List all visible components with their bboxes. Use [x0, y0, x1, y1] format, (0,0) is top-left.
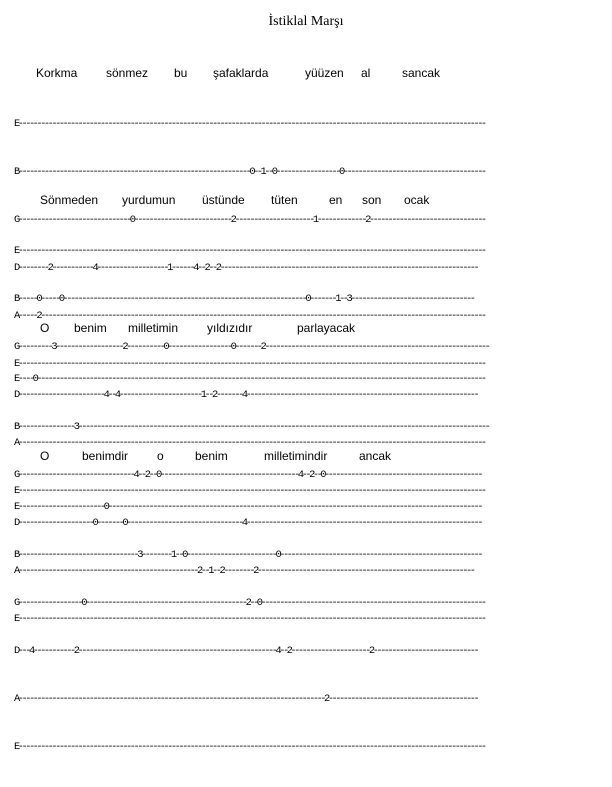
tab-string-line: E-----------------------------------------------------------------------------------------------------------------------------	[14, 245, 485, 257]
lyric-word: al	[361, 66, 371, 80]
tab-string-line: D-----------------------4--4----------------------1--2-------4--------------------------------------------------------------	[14, 389, 478, 401]
lyric-word: sancak	[402, 66, 441, 80]
tab-string-line: E-----------------------0----------------------------------------------------------------------------------------------------	[14, 501, 481, 513]
tab-string-line: A------------------------------------------------2--1--2--------2----------------------------------------------------------	[14, 565, 474, 577]
tab-string-line: B-----0-----0-----------------------------------------------------------------0-------1--3---------------------------------	[14, 293, 474, 305]
lyric-word: Korkma	[36, 66, 78, 80]
lyric-word: Sönmeden	[40, 193, 99, 207]
lyric-word: tüten	[271, 193, 298, 207]
lyric-word: benim	[74, 321, 107, 335]
lyric-word: yurdumun	[122, 193, 176, 207]
lyric-word: O	[40, 321, 50, 335]
tab-string-line: E-----------------------------------------------------------------------------------------------------------------------------	[14, 118, 485, 130]
tab-string-line: G-----------------0-------------------------------------------2--0------------------------------------------------------------	[14, 597, 485, 609]
lyrics-line	[14, 321, 604, 339]
tab-string-line: A----------------------------------------------------------------------------------2----------------------------------------	[14, 693, 478, 705]
tab-string-line: D---4-----------2-----------------------------------------------------4--2---------------------2----------------------------	[14, 645, 478, 657]
tab-string-line: E-----------------------------------------------------------------------------------------------------------------------------	[14, 613, 485, 625]
tab-string-line: G-------------------------------4--2--0-------------------------------------4--2--0------------------------------------------	[14, 469, 481, 481]
lyric-word: yıldızıdır	[207, 321, 253, 335]
lyric-word: bu	[174, 66, 188, 80]
tab-section-4	[14, 449, 604, 787]
lyric-word: ocak	[404, 193, 430, 207]
lyric-word: benim	[195, 449, 228, 463]
tab-string-line: E-----------------------------------------------------------------------------------------------------------------------------	[14, 741, 485, 753]
tab-string-line: A-----------------------------------------------------------------------------------------------------------------------------	[14, 437, 485, 449]
lyric-word: yüüzen	[305, 66, 344, 80]
tab-string-line: B--------------------------------3--------1--0------------------------0------------------------------------------------------	[14, 549, 481, 561]
lyric-word: benimdir	[82, 449, 129, 463]
lyrics-line	[14, 66, 604, 84]
tab-string-line: E-----------------------------------------------------------------------------------------------------------------------------	[14, 485, 485, 497]
lyric-word: sönmez	[106, 66, 149, 80]
lyrics-line	[14, 449, 604, 467]
lyric-word: son	[362, 193, 382, 207]
lyric-word: üstünde	[202, 193, 245, 207]
tablature	[14, 467, 604, 787]
lyric-word: O	[40, 449, 50, 463]
tab-string-line: B--------------------------------------------------------------0--1--0-----------------0--------------------------------------	[14, 166, 485, 178]
tab-string-line: D--------2-----------4-------------------1------4--2--2---------------------------------------------------------------------	[14, 262, 478, 274]
tab-string-line: A-----2-----------------------------------------------------------------------------------------------------------------------	[14, 310, 485, 322]
lyric-word: milletimindir	[264, 449, 328, 463]
lyric-word: ancak	[359, 449, 392, 463]
lyric-word: o	[157, 449, 164, 463]
lyric-word: parlayacak	[297, 321, 356, 335]
lyric-word: milletimin	[128, 321, 179, 335]
tab-string-line: D--------------------0-------0-------------------------------4---------------------------------------------------------------	[14, 517, 481, 529]
page-title: İstiklal Marşı	[268, 14, 344, 29]
tab-string-line: E-----------------------------------------------------------------------------------------------------------------------------	[14, 358, 485, 370]
lyric-word: en	[329, 193, 343, 207]
tab-string-line: G---------3------------------2----------0-----------------0-------2------------------------------------------------------------	[14, 341, 489, 353]
tab-string-line: E----0------------------------------------------------------------------------------------------------------------------------	[14, 373, 485, 385]
lyrics-line	[14, 193, 604, 211]
lyric-word: şafaklarda	[213, 66, 269, 80]
tab-string-line: G------------------------------0--------------------------2---------------------1-------------2-------------------------------	[14, 214, 485, 226]
tab-string-line: B---------------3--------------------------------------------------------------------------------------------------------------	[14, 421, 489, 433]
